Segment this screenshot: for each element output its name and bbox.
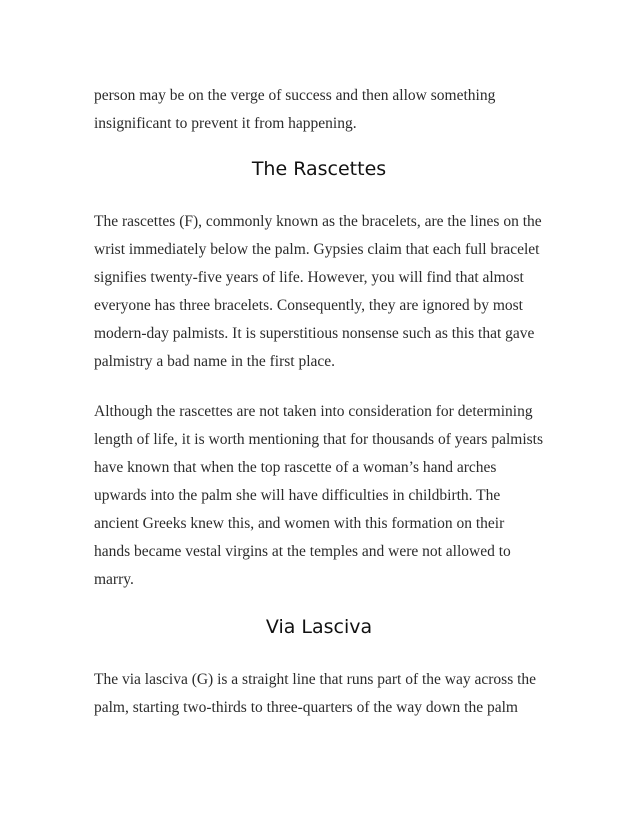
paragraph-line: The via lasciva (G) is a straight line that runs part of the way across the xyxy=(94,671,537,688)
paragraph-line: signifies twenty-five years of life. However, you will find that almost xyxy=(94,269,524,286)
paragraph-line: palm, starting two-thirds to three-quarters of the way down the palm xyxy=(94,699,518,716)
paragraph-line: ancient Greeks knew this, and women with this formation on their xyxy=(94,515,505,532)
paragraph-line: everyone has three bracelets. Consequently, they are ignored by most xyxy=(94,297,523,314)
intro-line: insignificant to prevent it from happening. xyxy=(94,115,357,132)
section-heading-via-lasciva: Via Lasciva xyxy=(265,616,373,638)
paragraph-line: wrist immediately below the palm. Gypsies claim that each full bracelet xyxy=(94,241,540,258)
paragraph-line: palmistry a bad name in the first place. xyxy=(94,353,336,370)
section-heading-rascettes: The Rascettes xyxy=(251,158,387,180)
paragraph-line: length of life, it is worth mentioning that for thousands of years palmists xyxy=(94,431,544,448)
intro-line: person may be on the verge of success and then allow something xyxy=(94,87,496,104)
paragraph-line: upwards into the palm she will have difficulties in childbirth. The xyxy=(94,487,501,504)
paragraph-line: have known that when the top rascette of a woman’s hand arches xyxy=(94,459,497,476)
paragraph-line: marry. xyxy=(94,571,134,588)
paragraph-line: modern-day palmists. It is superstitious nonsense such as this that gave xyxy=(94,325,535,342)
paragraph-line: hands became vestal virgins at the temples and were not allowed to xyxy=(94,543,511,560)
paragraph-line: Although the rascettes are not taken into consideration for determining xyxy=(94,403,533,420)
paragraph-line: The rascettes (F), commonly known as the bracelets, are the lines on the xyxy=(94,213,542,230)
